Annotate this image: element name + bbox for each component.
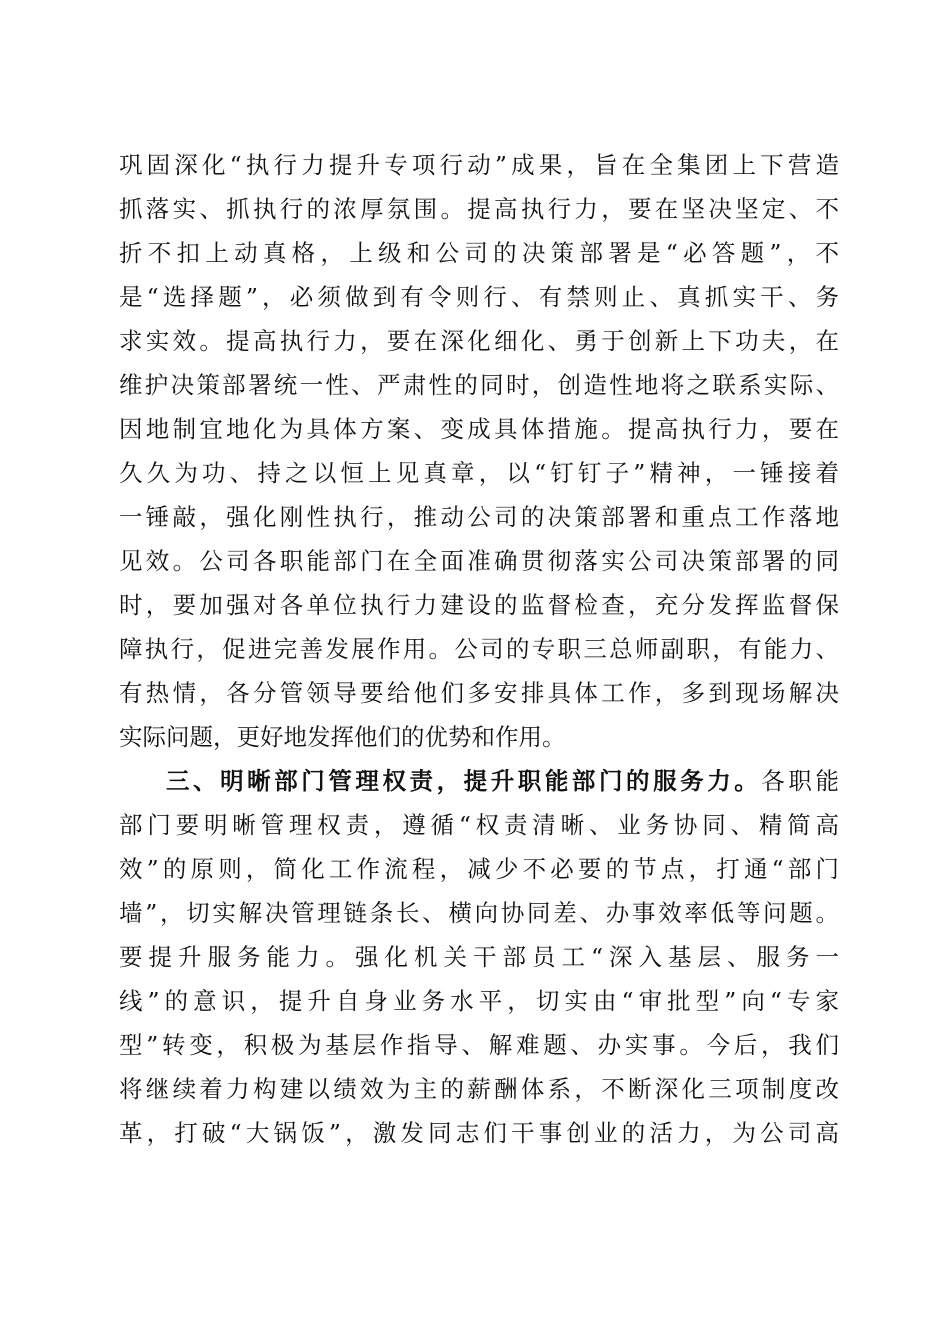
- paragraph-line: 革，打破“大锅饭”，激发同志们干事创业的活力，为公司高: [119, 1119, 839, 1147]
- paragraph-line: 将继续着力构建以绩效为主的薪酬体系，不断深化三项制度改: [119, 1075, 839, 1103]
- paragraph-line: 障执行，促进完善发展作用。公司的专职三总师副职，有能力、: [119, 635, 839, 663]
- section-3-heading: 三、明晰部门管理权责，提升职能部门的服务力。: [166, 767, 762, 795]
- paragraph-line: 时，要加强对各单位执行力建设的监督检查，充分发挥监督保: [119, 591, 839, 619]
- paragraph-line: 因地制宜地化为具体方案、变成具体措施。提高执行力，要在: [119, 415, 839, 443]
- paragraph-line: 一锤敲，强化刚性执行，推动公司的决策部署和重点工作落地: [119, 503, 839, 531]
- paragraph-line: 久久为功、持之以恒上见真章，以“钉钉子”精神，一锤接着: [119, 459, 839, 487]
- paragraph-line: 要提升服务能力。强化机关干部员工“深入基层、服务一: [119, 943, 839, 971]
- section-3-heading-tail: 各职能: [761, 767, 839, 795]
- paragraph-line: 有热情，各分管领导要给他们多安排具体工作，多到现场解决: [119, 679, 839, 707]
- paragraph-line: 线”的意识，提升自身业务水平，切实由“审批型”向“专家: [119, 987, 839, 1015]
- paragraph-line: 是“选择题”，必须做到有令则行、有禁则止、真抓实干、务: [119, 283, 839, 311]
- paragraph-line: 巩固深化“执行力提升专项行动”成果，旨在全集团上下营造: [119, 151, 839, 179]
- paragraph-line: 部门要明晰管理权责，遵循“权责清晰、业务协同、精简高: [119, 811, 839, 839]
- paragraph-line: 维护决策部署统一性、严肃性的同时，创造性地将之联系实际、: [119, 371, 839, 399]
- paragraph-line: 抓落实、抓执行的浓厚氛围。提高执行力，要在坚决坚定、不: [119, 195, 839, 223]
- paragraph-line: 实际问题，更好地发挥他们的优势和作用。: [119, 723, 566, 751]
- paragraph-line: 折不扣上动真格，上级和公司的决策部署是“必答题”，不: [119, 239, 839, 267]
- section-3-first-line: [119, 759, 839, 803]
- paragraph-line: 墙”，切实解决管理链条长、横向协同差、办事效率低等问题。: [119, 899, 839, 927]
- paragraph-line: 见效。公司各职能部门在全面准确贯彻落实公司决策部署的同: [119, 547, 839, 575]
- body-text: [119, 143, 839, 1155]
- paragraph-line: 型”转变，积极为基层作指导、解难题、办实事。今后，我们: [119, 1031, 839, 1059]
- paragraph-line: 求实效。提高执行力，要在深化细化、勇于创新上下功夫，在: [119, 327, 839, 355]
- paragraph-line: 效”的原则，简化工作流程，减少不必要的节点，打通“部门: [119, 855, 839, 883]
